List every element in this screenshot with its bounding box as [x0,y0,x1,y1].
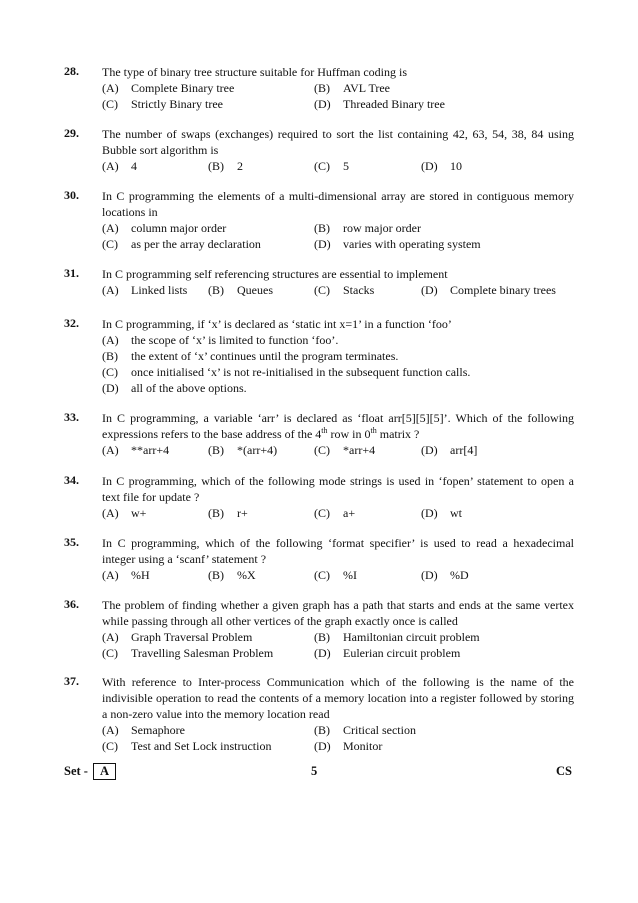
option-c: (C) %I [314,568,357,582]
option-b: (B) Critical section [314,723,416,737]
option-b: (B) the extent of ‘x’ continues until the program terminates. [102,349,399,363]
option-a: (A) %H [102,568,150,582]
option-b: (B) Hamiltonian circuit problem [314,630,480,644]
question-text: In C programming self referencing structures are essential to implement [102,267,448,281]
option-a: (A) **arr+4 [102,443,170,457]
question-text: The number of swaps (exchanges) required to sort the list containing 42, 63, 54, 38, 84 using Bubble sort algorithm is [102,127,574,157]
question-text: In C programming the elements of a multi-dimensional array are stored in contiguous memory locations in [102,189,574,219]
option-b: (B) AVL Tree [314,81,391,95]
set-code-box: A [93,763,116,780]
option-c: (C) 5 [314,159,349,173]
question-text: In C programming, which of the following mode strings is used in ‘fopen’ statement to open a text file for update ? [102,474,574,504]
question-number: 33. [64,410,79,424]
option-b: (B) %X [208,568,256,582]
question-number: 34. [64,473,79,487]
option-c: (C) Stacks [314,283,375,297]
option-d: (D) Eulerian circuit problem [314,646,461,660]
question-number: 28. [64,64,79,78]
option-a: (A) 4 [102,159,137,173]
question-number: 31. [64,266,79,280]
page-footer [64,763,574,781]
option-d: (D) Complete binary trees [421,283,556,297]
page-number: 5 [311,764,318,778]
option-a: (A) Complete Binary tree [102,81,235,95]
question-text: In C programming, which of the following ‘format specifier’ is used to read a hexadecimal integer using a ‘scanf’ statement ? [102,536,574,566]
option-b: (B) row major order [314,221,421,235]
option-c: (C) once initialised ‘x’ is not re-initialised in the subsequent function calls. [102,365,471,379]
option-d: (D) wt [421,506,462,520]
question-text: With reference to Inter-process Communication which of the following is the name of the indivisible operation to read the contents of a memory location into a register followed by storing a non-zero value into the memory location read [102,675,574,721]
option-a: (A) Linked lists [102,283,188,297]
option-a: (A) Graph Traversal Problem [102,630,253,644]
question-number: 29. [64,126,79,140]
option-b: (B) 2 [208,159,243,173]
question-number: 36. [64,597,79,611]
question-text: The type of binary tree structure suitable for Huffman coding is [102,65,408,79]
option-c: (C) as per the array declaration [102,237,261,251]
option-d: (D) %D [421,568,469,582]
option-c: (C) a+ [314,506,356,520]
option-a: (A) Semaphore [102,723,185,737]
set-label: Set - [64,764,88,778]
question-number: 32. [64,316,79,330]
option-a: (A) the scope of ‘x’ is limited to function ‘foo’. [102,333,339,347]
option-c: (C) *arr+4 [314,443,376,457]
option-a: (A) column major order [102,221,227,235]
question-number: 35. [64,535,79,549]
question-text: In C programming, if ‘x’ is declared as ‘static int x=1’ in a function ‘foo’ [102,317,452,331]
option-d: (D) Monitor [314,739,383,753]
question-text: In C programming, a variable ‘arr’ is declared as ‘float arr[5][5][5]’. Which of the following expressions refers to the base address of the 4th row in 0th matrix ? [102,411,574,441]
option-a: (A) w+ [102,506,147,520]
option-b: (B) *(arr+4) [208,443,278,457]
option-d: (D) 10 [421,159,462,173]
option-d: (D) all of the above options. [102,381,247,395]
option-c: (C) Strictly Binary tree [102,97,223,111]
subject-code: CS [556,764,572,778]
option-b: (B) Queues [208,283,273,297]
question-number: 37. [64,674,79,688]
question-text: The problem of finding whether a given graph has a path that starts and ends at the same vertex while passing through all other vertices of the graph exactly once is called [102,598,574,628]
option-d: (D) arr[4] [421,443,478,457]
option-d: (D) varies with operating system [314,237,481,251]
option-d: (D) Threaded Binary tree [314,97,445,111]
option-c: (C) Test and Set Lock instruction [102,739,272,753]
option-c: (C) Travelling Salesman Problem [102,646,274,660]
question-number: 30. [64,188,79,202]
option-b: (B) r+ [208,506,248,520]
